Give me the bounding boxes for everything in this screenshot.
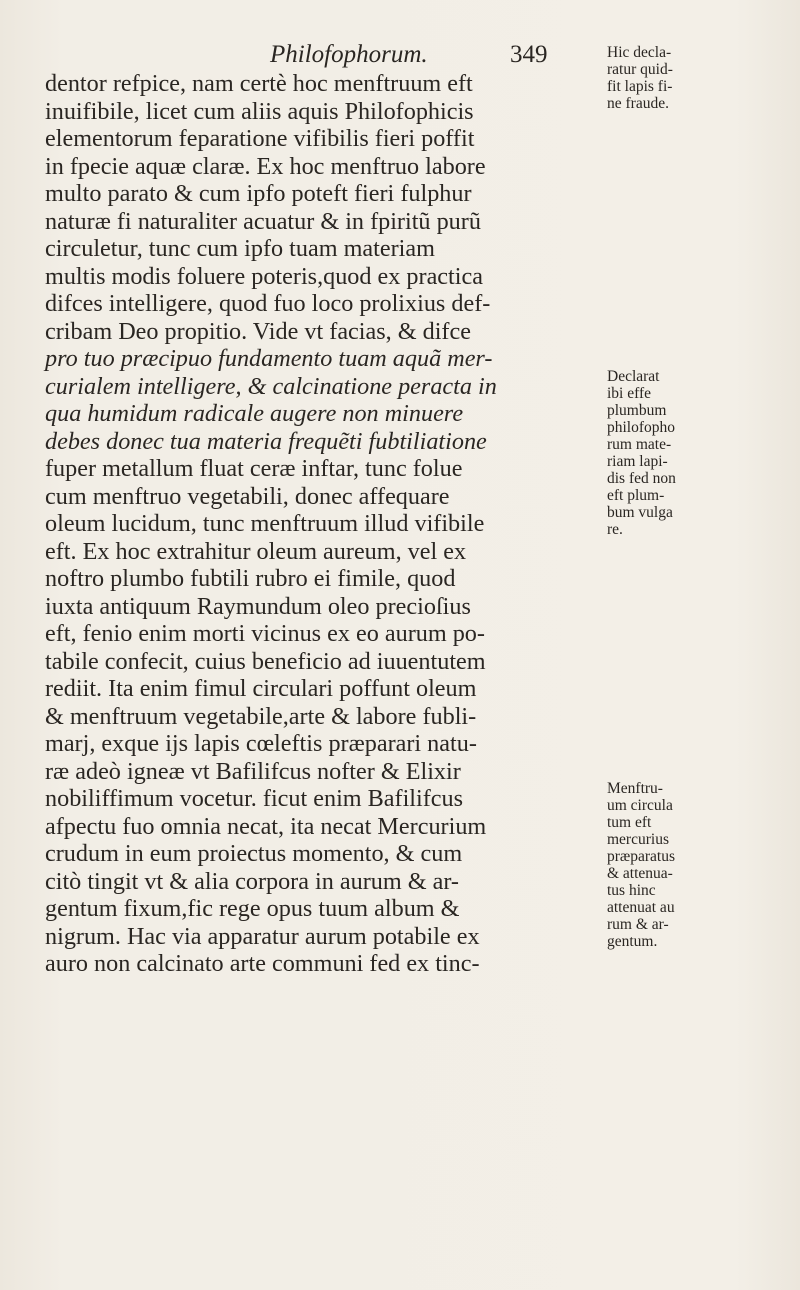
text-line: ræ adeò igneæ vt Bafilifcus nofter & Elixir: [45, 757, 461, 785]
text-line: citò tingit vt & alia corpora in aurum & ar-: [45, 867, 459, 895]
margin-note-line: um circula: [607, 797, 673, 814]
margin-note-line: dis fed non: [607, 470, 676, 487]
text-line: crudum in eum proiectus momento, & cum: [45, 840, 463, 867]
text-line: inuifibile, licet cum aliis aquis Philofophicis: [45, 97, 474, 125]
text-line: in fpecie aquæ claræ. Ex hoc menftruo labore: [45, 152, 486, 180]
margin-note-menstruum: [607, 780, 792, 950]
text-line: cribam Deo propitio. Vide vt facias, & difce: [45, 317, 471, 345]
text-line: marj, exque ijs lapis cœleftis præparari natu-: [45, 730, 477, 757]
text-line: & menftruum vegetabile,arte & labore fubli-: [45, 702, 477, 730]
text-line: debes donec tua materia frequẽti fubtiliatione: [45, 427, 487, 455]
margin-note-line: præparatus: [607, 848, 676, 865]
text-line: gentum fixum,fic rege opus tuum album &: [45, 895, 460, 922]
margin-note-line: Menftru-: [607, 780, 663, 797]
text-line: pro tuo præcipuo fundamento tuam aquã mer-: [45, 345, 493, 372]
margin-note-plumbum: [607, 368, 792, 538]
text-line: circuletur, tunc cum ipfo tuam materiam: [45, 235, 435, 262]
main-text-block: [45, 70, 600, 978]
text-line: eft. Ex hoc extrahitur oleum aureum, vel ex: [45, 537, 467, 565]
margin-note-line: ratur quid-: [607, 61, 673, 78]
margin-note-line: gentum.: [607, 933, 658, 950]
text-line: elementorum feparatione vifibilis fieri poffit: [45, 125, 475, 152]
text-line: nigrum. Hac via apparatur aurum potabile ex: [45, 922, 480, 950]
margin-note-line: attenuat au: [607, 899, 675, 916]
margin-note-line: & attenua-: [607, 865, 673, 882]
text-line: difces intelligere, quod fuo loco prolixius def-: [45, 290, 491, 317]
page-number: 349: [510, 41, 548, 68]
text-line: cum menftruo vegetabili, donec affequare: [45, 482, 450, 510]
margin-note-line: Declarat: [607, 368, 660, 385]
margin-note-line: rum & ar-: [607, 916, 669, 933]
margin-note-line: tum eft: [607, 814, 652, 831]
margin-note-line: ibi effe: [607, 385, 652, 402]
margin-note-line: eft plum-: [607, 487, 665, 504]
text-line: qua humidum radicale augere non minuere: [45, 400, 464, 427]
text-line: eft, fenio enim morti vicinus ex eo aurum po-: [45, 620, 485, 647]
margin-note-line: philofopho: [607, 419, 676, 436]
text-line: auro non calcinato arte communi fed ex tinc-: [45, 950, 480, 977]
text-line: fuper metallum fluat ceræ inftar, tunc folue: [45, 455, 463, 482]
text-line: dentor refpice, nam certè hoc menftruum eft: [45, 70, 473, 97]
text-line: tabile confecit, cuius beneficio ad iuuentutem: [45, 647, 486, 675]
text-line: noftro plumbo fubtili rubro ei fimile, quod: [45, 565, 456, 592]
text-line: nobiliffimum vocetur. ficut enim Bafilifcus: [45, 785, 464, 812]
margin-note-line: mercurius: [607, 831, 669, 848]
margin-note-line: riam lapi-: [607, 453, 668, 470]
margin-note-line: ne fraude.: [607, 95, 669, 112]
running-title: Philofophorum.: [270, 41, 428, 68]
text-line: naturæ fi naturaliter acuatur & in fpiritũ purũ: [45, 207, 481, 235]
text-line: multo parato & cum ipfo poteft fieri fulphur: [45, 180, 472, 207]
margin-note-line: fit lapis fi-: [607, 78, 673, 95]
margin-note-line: Hic decla-: [607, 44, 672, 61]
margin-note-line: bum vulga: [607, 504, 673, 521]
text-line: multis modis foluere poteris,quod ex practica: [45, 262, 483, 290]
text-line: curialem intelligere, & calcinatione peracta in: [45, 372, 497, 400]
text-line: afpectu fuo omnia necat, ita necat Mercurium: [45, 812, 487, 840]
margin-note-line: rum mate-: [607, 436, 672, 453]
text-line: iuxta antiquum Raymundum oleo precioſius: [45, 592, 471, 620]
margin-note-line: re.: [607, 521, 623, 538]
margin-note-quid-sit-lapis: [607, 44, 792, 112]
text-line: oleum lucidum, tunc menftruum illud vifibile: [45, 510, 485, 537]
margin-note-line: plumbum: [607, 402, 667, 419]
text-line: rediit. Ita enim fimul circulari poffunt oleum: [45, 675, 477, 702]
margin-note-line: tus hinc: [607, 882, 656, 899]
